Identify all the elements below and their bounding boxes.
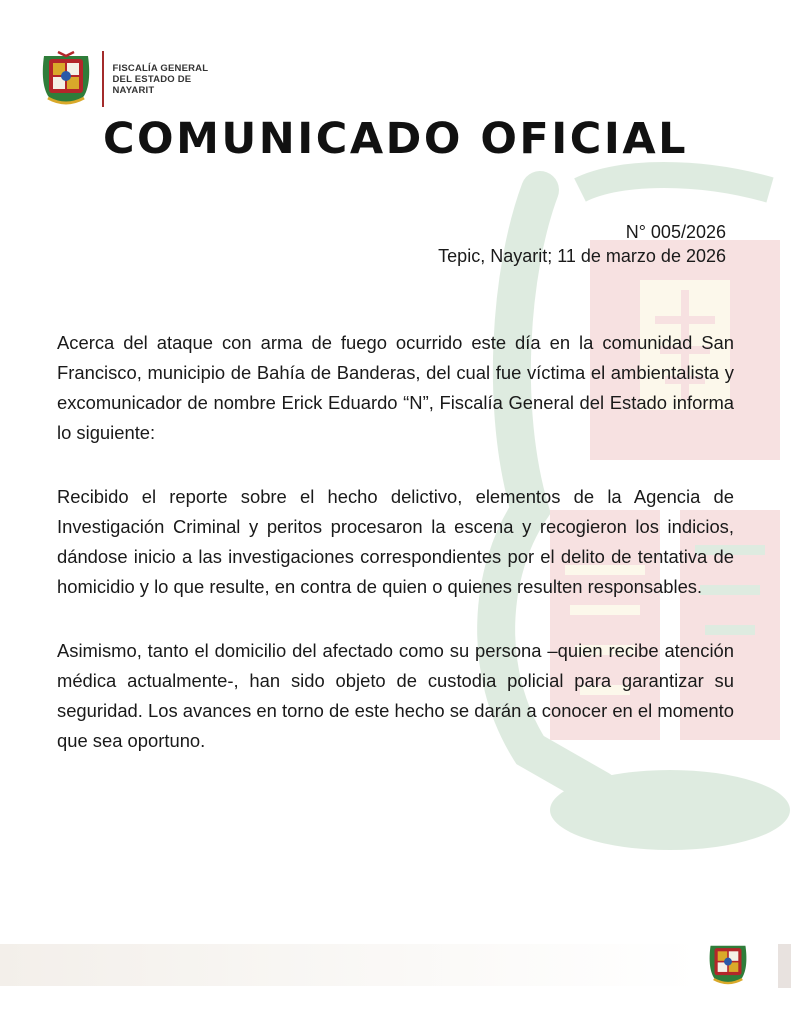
footer-accent-bar	[778, 944, 791, 988]
agency-line-3: NAYARIT	[112, 84, 155, 96]
coat-of-arms-logo	[40, 50, 92, 108]
communique-number: N° 005/2026	[625, 222, 726, 242]
agency-line-2: DEL ESTADO DE	[112, 73, 192, 85]
footer-band	[0, 944, 700, 986]
paragraph: Acerca del ataque con arma de fuego ocurrido este día en la comunidad San Francisco, municipio de Bahía de Banderas, del cual fue víctima el ambientalista y excomunicador de nombre Erick Eduardo “N”, Fiscalía General del Estado informa lo siguiente:	[57, 332, 734, 443]
document-meta	[438, 220, 726, 268]
document-body	[57, 328, 734, 790]
agency-name	[113, 63, 209, 96]
letterhead	[40, 48, 208, 110]
agency-line-1: FISCALÍA GENERAL	[112, 62, 209, 74]
footer-coat-of-arms-icon	[707, 941, 749, 987]
place-and-date: Tepic, Nayarit; 11 de marzo de 2026	[438, 246, 726, 266]
paragraph: Recibido el reporte sobre el hecho delictivo, elementos de la Agencia de Investigación Criminal y peritos procesaron la escena y recogieron los indicios, dándose inicio a las investigaciones correspondientes por el delito de tentativa de homicidio y lo que resulte, en contra de quien o quienes resulten responsables.	[57, 486, 734, 597]
header-divider	[102, 51, 104, 107]
paragraph: Asimismo, tanto el domicilio del afectado como su persona –quien recibe atención médica actualmente-, han sido objeto de custodia policial para garantizar su seguridad. Los avances en torno de este hecho se darán a conocer en el momento que sea oportuno.	[57, 640, 734, 751]
document-title: COMUNICADO OFICIAL	[102, 114, 689, 164]
